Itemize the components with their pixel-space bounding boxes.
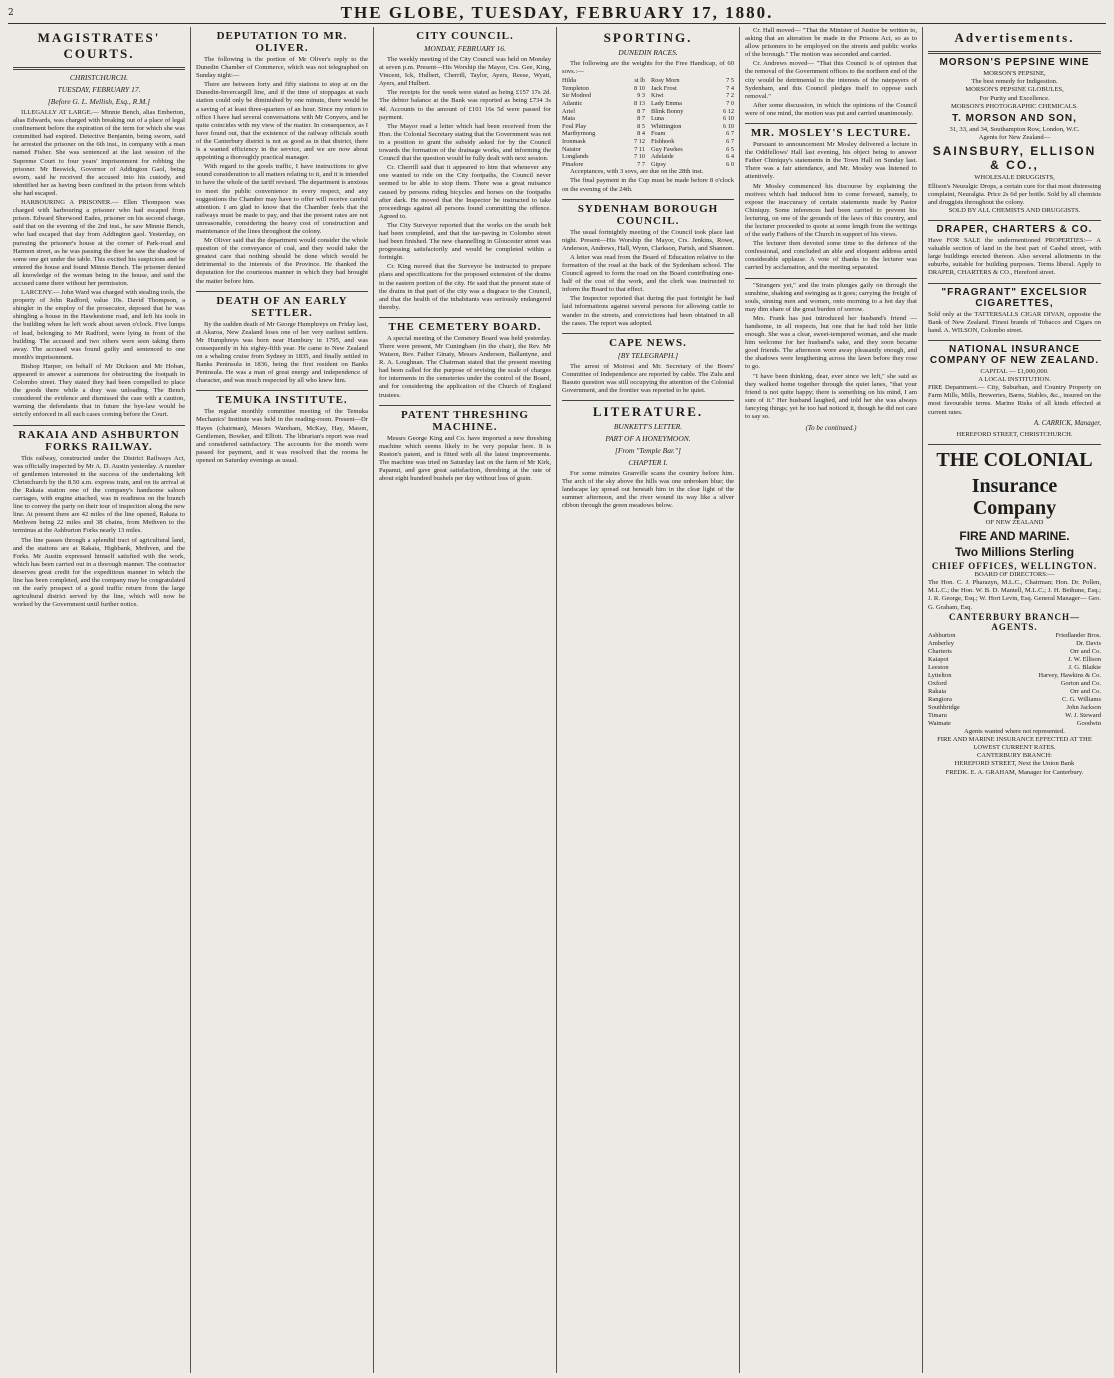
horse-name: Longlands	[562, 153, 589, 161]
article-paragraph: The following is the portion of Mr Oliver's reply to the Dunedin Chamber of Commerce, which was not telegraphed on Sunday night:—	[196, 56, 368, 80]
section-heading: TEMUKA INSTITUTE.	[216, 394, 348, 407]
article-paragraph: "Strangers yet," and the train plunges gaily on through the sunshine, shaking and swinging as it goes; carrying the freight of souls, sinning men and women, onto morning to a hot day that may dim share of the great burden of sorrow.	[745, 281, 917, 313]
agent-town: Charteris	[928, 647, 952, 655]
article-paragraph: The final payment in the Cup must be made before 8 o'clock on the evening of the 24th.	[562, 177, 734, 193]
horse-weight: 7 4	[726, 84, 734, 92]
agent-name: C. G. Williams	[1062, 695, 1101, 703]
article-paragraph: The City Surveyor reported that the works on the south belt had been completed, and that the tar-paving in Colombo street had been finished. The new channelling in Gloucester street was progressing satisfactorily and would be completed within a fortnight.	[379, 221, 551, 262]
article-paragraph: A letter was read from the Board of Education relative to the formation of the road at the back of the Sydenham school. The Council agreed to form the road on the Board contributing one-half of the cost of the work, and the clerk was instructed to inform the Board to that effect.	[562, 253, 734, 294]
horse-name: Natator	[562, 145, 581, 153]
horse-name: Rosy Morn	[651, 77, 680, 85]
horse-name: Atlantic	[562, 99, 583, 107]
column-4	[557, 27, 740, 1373]
handicap-row	[651, 146, 734, 154]
article-paragraph: The lecturer then devoted some time to the defence of the confessional, and concluded an able and eloquent address amid considerable applause. A vote of thanks to the lecturer was carried by acclamation, and the meeting separated.	[745, 240, 917, 272]
horse-name: Ironmask	[562, 137, 586, 145]
horse-weight: 7 5	[726, 77, 734, 85]
ad-line: SOLD BY ALL CHEMISTS AND DRUGGISTS.	[948, 206, 1081, 214]
article-paragraph: The usual fortnightly meeting of the Council took place last night. Present—His Worship the Mayor, Crs. Jenkins, Rowe, Anderson, Andrews, Hall, Wynn, Clarkson, Parish, and Shannon.	[562, 228, 735, 252]
section-subheading: BUNKETT'S LETTER.	[613, 422, 683, 432]
columns	[8, 27, 1106, 1373]
agent-name: Dr. Davis	[1076, 639, 1101, 647]
handicap-row	[651, 100, 734, 108]
ad-office: CHIEF OFFICES, WELLINGTON.	[931, 561, 1098, 572]
handicap-row	[651, 138, 734, 146]
ad-manager: FREDK. E. A. GRAHAM, Manager for Canterbury.	[945, 768, 1084, 776]
article-paragraph: This railway, constructed under the District Railways Act, was officially inspected by Mr A. D. Austin yesterday. A number of gentlemen interested in the success of the undertaking left Christchurch by the 8.50 a.m. express train, and on its arrival at the Rakaia station one of the company's handsome saloon carriages, with engine attached, was in readiness on the branch line to convey the party on their tour of inspection along the new line. At present there are 42 miles of the line opened, Rakaia to Methven being 22 miles and 38 chains, from Methven to the terminus at the Ashburton Forks nearly 13 miles.	[13, 454, 185, 535]
handicap-row	[562, 123, 645, 131]
horse-weight: 6 12	[722, 107, 734, 115]
horse-name: Jack Frost	[651, 84, 677, 92]
agent-town: Oxford	[928, 679, 947, 687]
horse-name: Templeton	[562, 84, 589, 92]
horse-weight: 7 2	[726, 92, 734, 100]
horse-weight: 6 10	[722, 115, 734, 123]
agent-name: John Jackson	[1066, 703, 1101, 711]
section-heading: MR. MOSLEY'S LECTURE.	[750, 127, 912, 140]
article-paragraph: The Inspector reported that during the past fortnight he had laid informations against several persons for allowing cattle to wander in the streets, and convictions had been obtained in all the cases. The report was adopted.	[562, 295, 734, 327]
ad-line: For Purity and Excellence.	[979, 94, 1050, 102]
agent-town: Waimate	[928, 719, 951, 727]
horse-name: Adelaide	[651, 153, 674, 161]
horse-name: Hilda	[562, 77, 576, 85]
article-paragraph: LARCENY.— John Ward was charged with stealing tools, the property of John Radford, value 10s. David Thompson, a shingler in the employ of the prosecutor, deposed that he was shingling a house in the Hawkestone road, and left his tools in the building when he left work about seven o'clock. Five lumps of lead, belonging to Mr Radford, were lying in front of the building. The accused and two others were seen taking them away. The accused was found guilty and sentenced to one month's imprisonment.	[13, 289, 185, 361]
horse-weight: 8 10	[633, 84, 645, 92]
section-heading: DEPUTATION TO MR. OLIVER.	[216, 30, 348, 54]
ad-address: HEREFORD STREET, CHRISTCHURCH.	[956, 430, 1073, 438]
horse-weight: 7 11	[634, 145, 645, 153]
agent-row	[928, 648, 1101, 656]
handicap-row	[651, 77, 734, 85]
advertisements-heading: Advertisements.	[954, 30, 1075, 45]
article-paragraph: The weekly meeting of the City Council was held on Monday at seven p.m. Present—His Worship the Mayor, Crs. Gee, King, Vincent, Ick, Hulbert, Cherrill, Taylor, Ayers, Reese, Wyatt, Ayers, and Hulbert.	[379, 56, 551, 88]
court-date: TUESDAY, FEBRUARY 17.	[57, 85, 141, 94]
agent-name: Harvey, Hawkins & Co.	[1038, 671, 1101, 679]
handicap-row	[651, 115, 734, 123]
article-paragraph: The receipts for the week were stated as being £157 17s 2d. The debtor balance at the Bank was reported as being £734 3s 4d. Accounts to the amount of £101 16s 5d were passed for payment.	[379, 89, 551, 121]
horse-name: Mata	[562, 115, 575, 123]
handicap-row	[651, 161, 734, 169]
handicap-row	[562, 100, 645, 108]
agent-name: Friedlander Bros.	[1055, 631, 1101, 639]
article-paragraph: The arrest of Moirosi and Mr. Secretary of the Boers' Committee of Independence are reported by cable. The Zulu and Basuto question was still occupying the attention of the Colonial Government, and the frontier was reported to be quiet.	[562, 362, 734, 394]
horse-name: Kiwi	[651, 92, 664, 100]
ad-subtitle: WHOLESALE DRUGGISTS,	[974, 174, 1055, 182]
article-paragraph: The Mayor read a letter which had been received from the Hon. the Colonial Secretary stating that the Government was not in a position to grant the subsidy asked for by the Council towards the formation of the drainage works, and informing the Council that the question would be fully dealt with next session.	[379, 122, 551, 163]
section-heading: THE CEMETERY BOARD.	[388, 320, 542, 333]
agent-row	[928, 720, 1101, 728]
agent-row	[928, 656, 1101, 664]
handicap-row	[562, 153, 645, 161]
ad-subtitle: FIRE AND MARINE.	[959, 529, 1070, 544]
ad-title: MORSON'S PEPSINE WINE	[939, 57, 1090, 68]
ad-line: The best remedy for Indigestion.	[971, 78, 1058, 86]
horse-weight: 6 4	[726, 153, 734, 161]
ad-firm: T. MORSON AND SON,	[952, 113, 1077, 125]
horse-weight: 8 7	[637, 115, 645, 123]
article-paragraph: Cr. Andrews moved— "That this Council is of opinion that the removal of the Government offices to the northern end of the city would be detrimental to the interests of the ratepayers of Sydenham, and this Council pledges itself to oppose such removal."	[745, 60, 917, 100]
ad-title: NATIONAL INSURANCE COMPANY OF NEW ZEALAND.	[929, 343, 1100, 366]
agent-name: J. G. Blaikie	[1068, 663, 1101, 671]
article-paragraph: A special meeting of the Cemetery Board was held yesterday. There were present, Mr Cuningham (in the chair), the Rev. Mr Watson, Rev. Father Ginaty, Messrs Anderson, Ballantyne, and R. A. Loughnan. The Chairman stated that the present meeting had been called for the purpose of revising the scale of charges for interments in the cemeteries under the control of the Board, and for considering the application of the Church of England trustees.	[379, 334, 551, 399]
article-paragraph: "I have been thinking, dear, ever since we left," she said as they walked home together through the quiet lanes, "that your friend is not quite happy; there is something on his mind, I am sure of it." Her husband laughed, and told her she was always fancying things; yet he too had noticed it, though he did not care to say so.	[745, 372, 917, 421]
agent-row	[928, 704, 1101, 712]
ad-line: MORSON'S PEPSINE GLOBULES,	[965, 86, 1064, 94]
section-heading: DEATH OF AN EARLY SETTLER.	[216, 294, 348, 319]
agent-town: Amberley	[928, 639, 954, 647]
handicap-row	[562, 138, 645, 146]
section-heading: LITERATURE.	[592, 404, 704, 420]
agent-row	[928, 696, 1101, 704]
section-heading: PATENT THRESHING MACHINE.	[401, 408, 529, 433]
agent-town: Timaru	[928, 711, 947, 719]
handicap-row	[562, 77, 645, 85]
horse-weight: 6 7	[726, 137, 734, 145]
ad-line: Agents for New Zealand—	[978, 134, 1051, 142]
agent-name: Orr and Co.	[1070, 647, 1101, 655]
masthead	[8, 2, 1106, 24]
chapter-heading: CHAPTER I.	[628, 458, 668, 468]
section-heading: SYDENHAM BOROUGH COUNCIL.	[577, 202, 719, 227]
section-source: [From "Temple Bar."]	[615, 446, 681, 456]
article-paragraph: Acceptances, with 3 sovs, are due on the 28th inst.	[570, 168, 704, 176]
handicap-row	[562, 85, 645, 93]
section-subheading: CHRISTCHURCH.	[69, 73, 129, 82]
article-paragraph: By the sudden death of Mr George Humphreys on Friday last, at Akaroa, New Zealand loses one of her very earliest settlers. Mr Humphreys was born near Hambury in 1795, and was consequently in his eighty-fifth year. He came to New Zealand on a whaling cruise from Sydney in 1835, and finally settled in Banks Peninsula in 1836, being the first resident on Banks Peninsula. He was a man of great energy and independence of character, and was much respected by all who knew him.	[196, 320, 368, 385]
agent-name: Orr and Co.	[1070, 687, 1101, 695]
column-2	[191, 27, 374, 1373]
article-paragraph: Messrs George King and Co. have imported a new threshing machine which seems likely to be very popular here. It is Ruston's patent, and is fitted with all the latest improvements. The machine was tried on Saturday last on the farm of Mr Kirk, Papanui, and gave great satisfaction, threshing at the rate of about eight hundred bushels per day without loss of grain.	[379, 434, 551, 483]
article-paragraph: HARBOURING A PRISONER.— Ellen Thompson was charged with harbouring a prisoner who had escaped from prison. Edward Sherwood Eades, prisoner on his second charge, said that on the evening of the 2nd inst., he saw Minnie Bench, who had escaped that day from Addington gaol. Yesterday, on pursuing the prisoner's house at the corner of Park-road and Harmon street, as he was passing the door he saw the shadow of some one get under the table. This excited his suspicions and he entered the house and found Minnie Bench. The prisoner denied all knowledge of the woman being in the house, and said the accused came there without her permission.	[13, 199, 185, 287]
agent-name: Gorton and Co.	[1060, 679, 1101, 687]
agent-town: Lyttelton	[928, 671, 952, 679]
handicap-row	[651, 123, 734, 131]
horse-weight: 7 0	[726, 99, 734, 107]
horse-name: Maribyrnong	[562, 130, 596, 138]
agent-town: Rakaia	[928, 687, 947, 695]
article-paragraph: The line passes through a splendid tract of agricultural land, and the stations are at Rakaia, Highbank, Methven, and the Forks. Mr Austin expressed himself satisfied with the work, which has been carried out in a thorough manner. The contractor deserves great credit for the expeditious manner in which the line has been completed, and the company may be congratulated on the early prospect of a good traffic return from the large agricultural district served by the line, which will now be worked by the Government until further notice.	[13, 536, 185, 609]
page-number: 2	[8, 7, 14, 18]
ad-line: FIRE AND MARINE INSURANCE EFFECTED AT THE LOWEST CURRENT RATES.	[937, 735, 1092, 752]
article-paragraph: The following are the weights for the Free Handicap, of 60 sovs.:—	[562, 60, 734, 76]
agent-row	[928, 712, 1101, 720]
article-paragraph: Pursuant to announcement Mr Mosley delivered a lecture in the Oddfellows' Hall last evening, his object being to answer Father Chiniquy's statements in the Town Hall on Sunday last. There was a fair attendance, and Mr. Mosley was listened to attentively.	[745, 141, 917, 181]
ad-body: Ellison's Neuralgic Drops, a certain cure for that most distressing complaint, Neuralgia. Price 2s 6d per bottle. Sold by all chemists and druggists throughout the colony.	[928, 182, 1101, 206]
horse-name: Foul Play	[562, 122, 587, 130]
article-paragraph: With regard to the goods traffic, I have instructions to give sound consideration to all matters relating to it, and it is intended to have the whole of the tariff revised. The department is anxious to meet the public convenience in every respect, and any suggestions the Chamber may have to offer will receive careful attention. I am glad to know that the Chamber feels that the railways must be made to pay, and that the present rates are not unreasonable, considering the heavy cost of construction and maintenance of the lines throughout the colony.	[196, 163, 368, 235]
handicap-row	[562, 92, 645, 100]
horse-name: Sir Modred	[562, 92, 591, 100]
section-subheading: DUNEDIN RACES.	[618, 48, 678, 57]
article-paragraph: Cr. King moved that the Surveyor be instructed to prepare plans and specifications for the proposed extension of the drains in the eastern portion of the city. He said that the present state of the drains in that part of the city was a disgrace to the Council, and that the health of the inhabitants was seriously endangered thereby.	[379, 263, 551, 311]
horse-name: Gipsy	[651, 160, 667, 168]
horse-weight: 7 7	[637, 160, 645, 168]
column-5	[740, 27, 923, 1373]
horse-weight: 8 13	[633, 99, 645, 107]
agent-town: Southbridge	[928, 703, 960, 711]
agent-town: Rangiora	[928, 695, 952, 703]
handicap-row	[562, 146, 645, 154]
ad-line: MORSON'S PHOTOGRAPHIC CHEMICALS.	[951, 102, 1078, 110]
agent-town: Leeston	[928, 663, 949, 671]
horse-name: Guy Fawkes	[651, 145, 683, 153]
ad-line: Agents wanted where not represented.	[964, 727, 1065, 735]
agent-name: J. W. Ellison	[1068, 655, 1101, 663]
ad-title: THE COLONIAL	[936, 448, 1093, 471]
agent-name: W. J. Steward	[1065, 711, 1101, 719]
handicap-row	[562, 161, 645, 169]
ad-address: 31, 33, and 34, Southampton Row, London, W.C.	[949, 126, 1080, 134]
handicap-row	[562, 130, 645, 138]
handicap-row	[651, 92, 734, 100]
ad-capital: Two Millions Sterling	[954, 545, 1075, 560]
article-paragraph: After some discussion, in which the opinions of the Council were of one mind, the motion was put and carried unanimously.	[745, 101, 917, 117]
horse-name: Fishhook	[651, 137, 675, 145]
ad-body: Have FOR SALE the undermentioned PROPERTIES:— A valuable section of land in the best part of Cashel street, with large buildings erected thereon. Also several allotments in the suburbs, suitable for building purposes. Terms liberal. Apply to DRAPER, CHARTERS & CO., Hereford street.	[928, 237, 1101, 277]
article-paragraph: The regular monthly committee meeting of the Temuka Mechanics' Institute was held in the reading-room. Present—Dr Hayes (chairman), Messrs Wareham, McKay, Hay, Mason, Gentlemen, Bowker, and Elliott. The librarian's report was read and considered satisfactory. The accounts for the month were passed for payment, and it was resolved that the rooms be opened on Saturday evenings as usual.	[196, 408, 368, 464]
ad-subtitle: MORSON'S PEPSINE,	[983, 70, 1046, 77]
ad-body: Sold only at the TATTERSALLS CIGAR DIVAN, opposite the Bank of New Zealand. Finest brands of Tobacco and Cigars on hand. A. WILSON, Colombo street.	[928, 310, 1101, 334]
column-6-advertisements	[923, 27, 1106, 1373]
ad-board-heading: BOARD OF DIRECTORS:—	[974, 571, 1055, 579]
ad-subtitle: A LOCAL INSTITUTION.	[978, 376, 1051, 384]
article-paragraph: Cr. Cherrill said that it appeared to him that whenever any one wanted to ride on the City footpaths, the Council never seemed to be able to stop them. There was a great nuisance caused by persons riding bicycles and horses on the footpaths after dark. He moved that the Inspector be instructed to take proceedings against all persons found committing the offence. Agreed to.	[379, 164, 551, 220]
agent-row	[928, 632, 1101, 640]
ad-branch-heading: CANTERBURY BRANCH—AGENTS.	[948, 611, 1081, 632]
horse-weight: 7 10	[633, 153, 645, 161]
handicap-row	[651, 153, 734, 161]
horse-weight: 6 10	[722, 122, 734, 130]
horse-weight: 8 7	[637, 107, 645, 115]
horse-weight: 6 5	[726, 145, 734, 153]
section-heading: CAPE NEWS.	[609, 336, 687, 349]
article-paragraph: Mr Oliver said that the department would consider the whole question of the conveyance of coal, and they would take the greatest care that nothing should be done which would be detrimental to the interests of the Province. He thanked the deputation for the courteous manner in which they had brought the matter before him.	[196, 237, 368, 285]
agent-town: Ashburton	[928, 631, 956, 639]
horse-name: Whittington	[651, 122, 682, 130]
agent-row	[928, 688, 1101, 696]
ad-title: "FRAGRANT" EXCELSIOR CIGARETTES,	[941, 286, 1088, 309]
handicap-row	[651, 130, 734, 138]
ad-manager: A. CARRICK, Manager,	[1033, 418, 1101, 427]
horse-name: Foam	[651, 130, 666, 138]
horse-weight: 6 7	[726, 130, 734, 138]
court-bench: [Before G. L. Mellish, Esq., R.M.]	[47, 97, 151, 106]
ad-title: DRAPER, CHARTERS & CO.	[936, 224, 1093, 236]
to-be-continued: (To be continued.)	[805, 424, 857, 433]
handicap-row	[651, 85, 734, 93]
section-heading: SPORTING.	[603, 30, 693, 45]
ad-subtitle: OF NEW ZEALAND	[985, 518, 1044, 526]
ad-title: SAINSBURY, ELLISON & CO.,	[932, 144, 1097, 173]
ad-body: The Hon. C. J. Pharazyn, M.L.C., Chairman; Hon. Dr. Pollen, M.L.C.; the Hon. W. B. D. Mantell, M.L.C.; J. H. Bethune, Esq.; J. R. George, Esq.; W. Hort Levin, Esq. General Manager— Geo. G. Graham, Esq.	[928, 579, 1101, 611]
agent-row	[928, 640, 1101, 648]
section-subheading: [BY TELEGRAPH.]	[617, 350, 679, 360]
newspaper-title: THE GLOBE, TUESDAY, FEBRUARY 17, 1880.	[340, 2, 774, 22]
section-heading: MAGISTRATES' COURTS.	[37, 30, 161, 61]
agent-row	[928, 680, 1101, 688]
article-paragraph: ILLEGALLY AT LARGE.— Minnie Bench, alias Emberton, alias Edwards, was charged with breaking out of a place of legal confinement before the expiration of the term for which she was committed had expired. Detective Benjamin, being sworn, said he arrested the prisoner on the 6th inst., in company with a man named Fisher. She was sentenced at the last session of the Supreme Court to four years' imprisonment for robbing the prisoner. Mr Beswick, Governor of Addington Gaol, being sworn, said he received the accused into his custody, and identified her as having been confined in the prison from which she had escaped.	[13, 109, 185, 197]
section-heading: RAKAIA AND ASHBURTON FORKS RAILWAY.	[18, 428, 180, 453]
horse-name: Lady Emma	[651, 99, 682, 107]
article-paragraph: There are between forty and fifty stations to stop at on the Dunedin-Invercargill line, and if the time of stoppages at each station could only be diminished by one minute, there would be a saving of at least three-quarters of an hour. Since my return to office I have had several conversations with Mr Conyers, and he quite coincides with my view of the matter. In consequence, as I have found out, that the existence of the railway officials south of the Canterbury district is not as good as in that district, there is a wanted efficiency in the service, and we are now about appointing a thoroughly practical manager.	[196, 81, 368, 162]
agent-row	[928, 664, 1101, 672]
handicap-weights-list	[562, 77, 734, 168]
horse-weight: 9 3	[637, 92, 645, 100]
horse-name: Blink Bonny	[651, 107, 684, 115]
article-paragraph: Bishop Harper, on behalf of Mr Dickson and Mr Hoban, appeared to answer a summons for obstructing the footpath in Colombo street. They stated they had been compelled to place the goods there while a dray was unloading. The Bench considered the evidence and dismissed the case with a caution, warning the defendants that in future the bye-law would be strictly enforced in all such cases coming before the Court.	[13, 362, 185, 419]
horse-weight: 6 0	[726, 160, 734, 168]
section-heading: CITY COUNCIL.	[416, 30, 514, 42]
article-paragraph: Cr. Hall moved— "That the Minister of Justice be written to, asking that an alteration be made in the Prisons Act, so as to allow prisoners to be employed on the streets and public works of the borough." The motion was seconded and carried.	[745, 27, 917, 59]
ad-line: CANTERBURY BRANCH:	[976, 752, 1053, 760]
article-paragraph: Mr Mosley commenced his discourse by explaining the motives which had induced him to come forward, namely, to expose the inaccuracy of certain statements made by Pastor Chiniquy. Some inferences had been carried to prevent his lecturing, on one of the grounds of the laws of this country, and the lecturer proceeded to quote at some length from the writings of the early Fathers of the Church in support of his views.	[745, 182, 917, 239]
agent-name: Goodwin	[1076, 719, 1101, 727]
horse-weight: st lb	[634, 77, 645, 85]
ad-address: HEREFORD STREET, Next the Union Bank	[954, 760, 1075, 768]
handicap-row	[651, 108, 734, 116]
agents-list	[928, 632, 1101, 728]
section-subheading: PART OF A HONEYMOON.	[605, 434, 691, 444]
horse-name: Pinafore	[562, 160, 584, 168]
handicap-row	[562, 115, 645, 123]
column-3	[374, 27, 557, 1373]
agent-row	[928, 672, 1101, 680]
horse-weight: 8 4	[637, 130, 645, 138]
ad-body: FIRE Department.— City, Suburban, and Country Property on Farm Mills, Mills, Breweries, Barns, Stables, &c., insured on the most favourable terms. Marine Risks of all kinds effected at current rates.	[928, 384, 1101, 416]
horse-name: Ariel	[562, 107, 575, 115]
article-paragraph: Mrs. Frank has just introduced her husband's friend — handsome, in all respects, but one that he had told her little enough. She was a clear, sweet-tempered woman, and she made him welcome for her husband's sake, and they soon became good friends. The afternoon wore away pleasantly enough, and the shadows were lengthening across the lawn before they rose to go.	[745, 314, 917, 371]
handicap-row	[562, 108, 645, 116]
horse-weight: 8 5	[637, 122, 645, 130]
horse-name: Luna	[651, 115, 664, 123]
agent-town: Kaiapoi	[928, 655, 949, 663]
section-date: MONDAY, FEBRUARY 16.	[424, 44, 506, 53]
column-1	[8, 27, 191, 1373]
ad-title: Insurance Company	[971, 474, 1058, 519]
ad-capital: CAPITAL — £1,000,000.	[980, 367, 1049, 375]
horse-weight: 7 12	[633, 137, 645, 145]
article-paragraph: For some minutes Granville scans the country before him. The arch of the sky above the hills was one unbroken blue; the landscape lay spread out beneath him in the clear light of the summer afternoon, and the river wound its way like a silver ribbon through the green meadows below.	[562, 470, 734, 510]
